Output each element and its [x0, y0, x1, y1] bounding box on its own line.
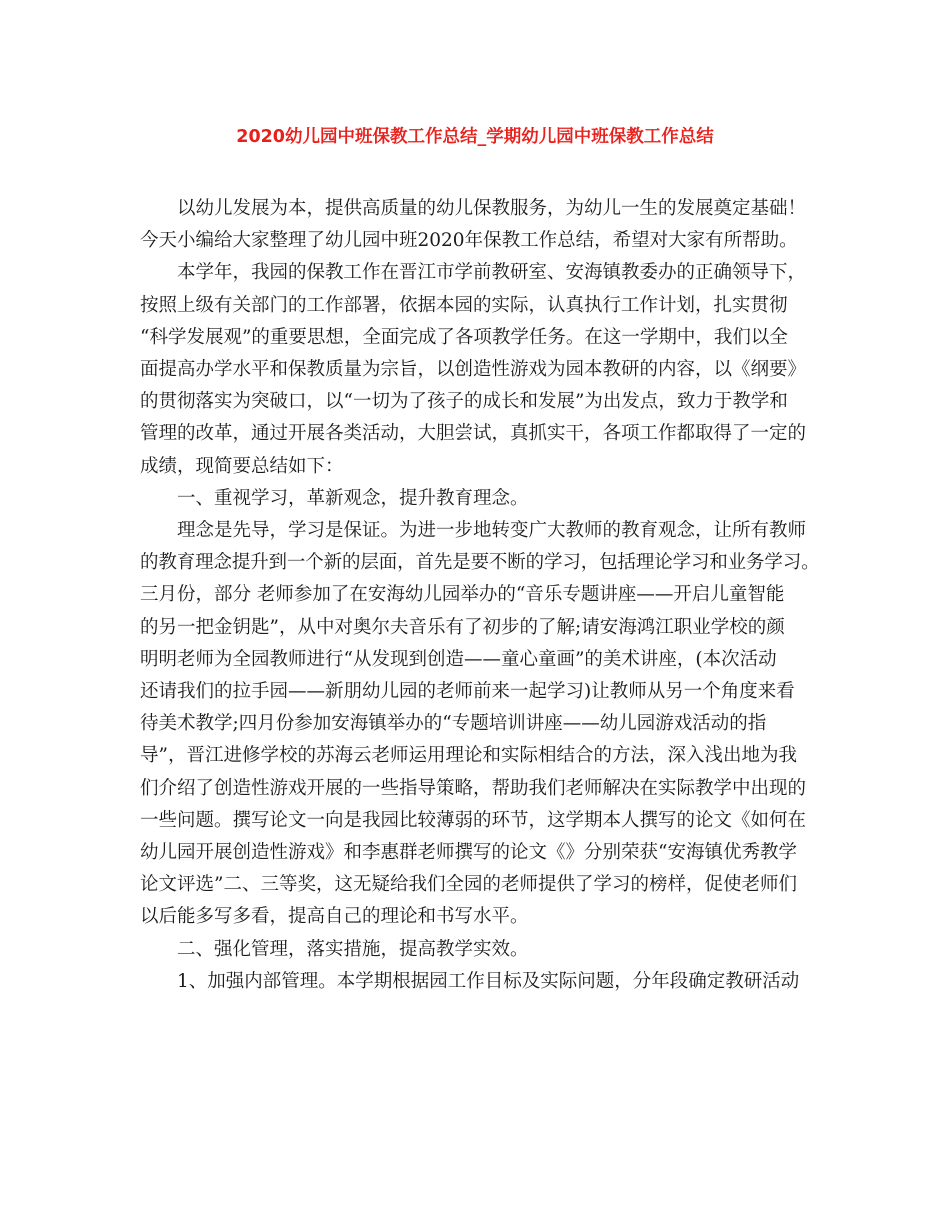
paragraph-line: 一、重视学习，革新观念，提升教育理念。 [177, 487, 529, 509]
paragraph-line: 导”，晋江进修学校的苏海云老师运用理论和实际相结合的方法，深入浅出地为我 [140, 745, 797, 767]
paragraph-line: 成绩，现简要总结如下： [140, 455, 344, 477]
paragraph-line: 以幼儿发展为本，提供高质量的幼儿保教服务，为幼儿一生的发展奠定基础！ [177, 198, 807, 219]
paragraph-line: 一些问题。撰写论文一向是我园比较薄弱的环节，这学期本人撰写的论文《如何在 [140, 809, 807, 831]
paragraph-line: 本学年，我园的保教工作在晋江市学前教研室、安海镇教委办的正确领导下， [177, 262, 807, 284]
document-title: 2020幼儿园中班保教工作总结_学期幼儿园中班保教工作总结 [236, 127, 714, 147]
paragraph-line: 二、强化管理，落实措施，提高教学实效。 [177, 938, 529, 960]
paragraph-line: 管理的改革，通过开展各类活动，大胆尝试，真抓实干，各项工作都取得了一定的 [140, 423, 807, 445]
paragraph-line: 论文评选”二、三等奖，这无疑给我们全园的老师提供了学习的榜样，促使老师们 [140, 874, 797, 896]
paragraph-line: 今天小编给大家整理了幼儿园中班2020年保教工作总结，希望对大家有所帮助。 [140, 230, 798, 252]
paragraph-line: 待美术教学;四月份参加安海镇举办的“专题培训讲座——幼儿园游戏活动的指 [140, 713, 767, 735]
paragraph-line: 三月份，部分 老师参加了在安海幼儿园举办的“音乐专题讲座——开启儿童智能 [140, 584, 785, 606]
paragraph-line: 明明老师为全园教师进行“从发现到创造——童心童画”的美术讲座，(本次活动 [140, 648, 777, 670]
paragraph-line: 还请我们的拉手园——新朋幼儿园的老师前来一起学习)让教师从另一个角度来看 [140, 681, 795, 702]
paragraph-line: 的贯彻落实为突破口，以“一切为了孩子的成长和发展”为出发点，致力于教学和 [140, 391, 788, 413]
paragraph-line: 的另一把金钥匙”，从中对奥尔夫音乐有了初步的了解;请安海鸿江职业学校的颜 [140, 616, 785, 638]
paragraph-line: 1、加强内部管理。本学期根据园工作目标及实际问题，分年段确定教研活动 [177, 970, 800, 992]
paragraph-line: 理念是先导，学习是保证。为进一步地转变广大教师的教育观念，让所有教师 [177, 520, 807, 541]
paragraph-line: 们介绍了创造性游戏开展的一些指导策略，帮助我们老师解决在实际教学中出现的 [140, 777, 807, 799]
paragraph-line: 面提高办学水平和保教质量为宗旨，以创造性游戏为园本教研的内容，以《纲要》 [140, 359, 807, 380]
paragraph-line: 的教育理念提升到一个新的层面，首先是要不断的学习，包括理论学习和业务学习。 [140, 552, 820, 574]
paragraph-line: 按照上级有关部门的工作部署，依据本园的实际，认真执行工作计划，扎实贯彻 [140, 294, 788, 316]
paragraph-line: 幼儿园开展创造性游戏》和李惠群老师撰写的论文《》分别荣获“安海镇优秀教学 [140, 842, 797, 863]
paragraph-line: “科学发展观”的重要思想，全面完成了各项教学任务。在这一学期中，我们以全 [140, 326, 788, 348]
paragraph-line: 以后能多写多看，提高自己的理论和书写水平。 [140, 906, 529, 928]
